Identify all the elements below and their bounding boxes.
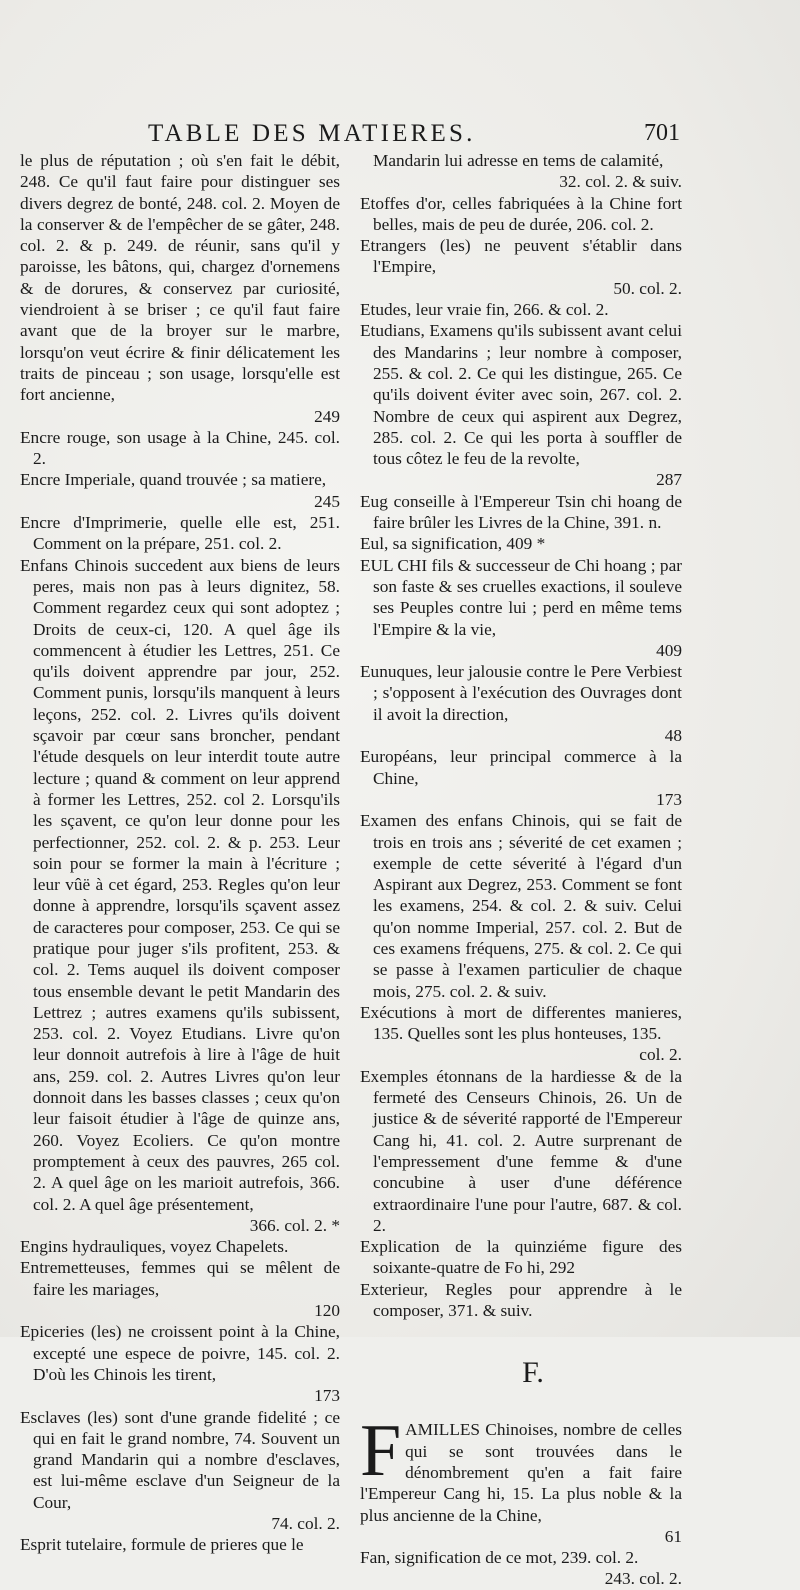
- page-header: [148, 118, 680, 154]
- page-reference: 243. col. 2.: [604, 1569, 682, 1589]
- page-reference: 366. col. 2. *: [249, 1215, 340, 1235]
- index-entry: Européans, leur principal commerce à la Chine,: [360, 747, 682, 788]
- index-entry: le plus de réputation ; où s'en fait le débit, 248. Ce qu'il faut faire pour distinguer ses divers degrez de bonté, 248. col. 2. Moyen de la conserver & de l'empêcher de se gâter, 248. col. 2. & p. 249. de réunir, sans qu'il y paroisse, les bâtons, qui, chargez d'ornemens & de dorures, & conservez par curiosité, viendroient à se briser ; ce qu'il faut faire avant que de la broyer sur le marbre, lorsqu'on veut écrire & finir délicatement les traits de pinceau ; son usage, lorsqu'elle est fort ancienne,: [20, 151, 340, 405]
- index-entry: Encre Imperiale, quand trouvée ; sa matiere,: [20, 470, 327, 490]
- section-f-entries: [360, 1410, 682, 1589]
- page-reference: 50. col. 2.: [613, 278, 682, 298]
- index-entry: Enfans Chinois succedent aux biens de leurs peres, mais non pas à leurs dignitez, 58. Comment regardez ceux qui sont adoptez ; Droits de ceux-ci, 120. A quel âge ils commencent à étudier les Lettres, 251. Ce qu'ils doivent apprendre par jour, 252. Comment punis, lorsqu'ils manquent à leurs leçons, 252. col. 2. Livres qu'ils doivent sçavoir par cœur sans broncher, pendant l'étude desquels on leur interdit toute autre lecture ; quand & comment on leur apprend à former les Lettres, 252. col 2. Lorsqu'ils les sçavent, ce qu'on leur donne pour les perfectionner, 252. col. 2. & p. 253. Leur soin pour se former la main à l'écriture ; leur vûë à cet égard, 253. Regles qu'on leur donne à apprendre, lorsqu'ils sçavent assez de caracteres pour composer, 253. Ce qui se pratique pour juger s'ils profitent, 253. & col. 2. Tems auquel ils doivent composer tous ensemble devant le petit Mandarin des Lettrez ; autres examens qu'ils subissent, 253. col. 2. Voyez Etudians. Livre qu'on leur donnoit autrefois à lire à l'âge de huit ans, 259. col. 2. Autres Livres qu'on leur donnoit dans les basses classes ; ceux qu'on leur faisoit étudier à l'âge de quinze ans, 260. Voyez Ecoliers. Ce qu'on montre promptement à ceux des pauvres, 265 col. 2. A quel âge on les marioit autrefois, 366. col. 2. A quel âge présentement,: [20, 555, 340, 1214]
- index-entry: AMILLES Chinoises, nombre de celles qui se sont trouvées dans le dénombrement qu'en a fait faire l'Empereur Cang hi, 15. La plus noble & la plus ancienne de la Chine,: [360, 1420, 682, 1525]
- page-number: 701: [644, 120, 680, 146]
- index-entry: Encre rouge, son usage à la Chine, 245. col. 2.: [20, 427, 340, 469]
- index-entry: Fan, signification de ce mot, 239. col. 2.: [360, 1548, 639, 1568]
- index-entry: Exemples étonnans de la hardiesse & de la fermeté des Censeurs Chinois, 26. Un de justice & de séverité rapporté de l'Empereur Cang hi, 41. col. 2. Autre surprenant de l'empressement d'une femme & d'une concubine à user d'une déférence extraordinaire l'une pour l'autre, 687. & col. 2.: [360, 1066, 682, 1235]
- drop-cap: F: [360, 1410, 402, 1493]
- index-entry: Encre d'Imprimerie, quelle elle est, 251. Comment on la prépare, 251. col. 2.: [20, 513, 340, 554]
- page-reference: 245: [314, 491, 340, 511]
- index-entry: Epiceries (les) ne croissent point à la Chine, excepté une espece de poivre, 145. col. 2. D'où les Chinois les tirent,: [20, 1322, 340, 1384]
- index-entry: Eug conseille à l'Empereur Tsin chi hoang de faire brûler les Livres de la Chine, 391. n.: [360, 491, 682, 533]
- index-entry: Etudians, Examens qu'ils subissent avant celui des Mandarins ; leur nombre à composer, 255. & col. 2. Ce qui les distingue, 265. Ce qu'ils doivent éviter avec soin, 267. col. 2. Nombre de ceux qui aspirent aux Degrez, 285. col. 2. Ce qui les porta à souffler de tous côtez le feu de la revolte,: [360, 321, 682, 469]
- page-reference: 74. col. 2.: [271, 1514, 340, 1533]
- index-entry: Entremetteuses, femmes qui se mêlent de faire les mariages,: [20, 1258, 340, 1299]
- page-reference: 173: [314, 1386, 340, 1406]
- index-entry: Eul, sa signification, 409 *: [360, 534, 546, 554]
- page-reference: 409: [656, 640, 682, 660]
- page-reference: 48: [664, 726, 682, 746]
- section-letter: F.: [522, 1356, 544, 1390]
- page-reference: 120: [314, 1301, 340, 1321]
- index-entry: Esclaves (les) sont d'une grande fidelité ; ce qui en fait le grand nombre, 74. Souvent un grand Mandarin qui a nombre d'esclaves, est lui-même esclave d'un Seigneur de la Cour,: [20, 1407, 340, 1512]
- index-entry: Etrangers (les) ne peuvent s'établir dans l'Empire,: [360, 236, 682, 277]
- running-title: TABLE DES MATIERES.: [148, 120, 476, 147]
- index-entry: Etoffes d'or, celles fabriquées à la Chine fort belles, mais de peu de durée, 206. col. 2.: [360, 193, 682, 234]
- index-entry: Exterieur, Regles pour apprendre à le composer, 371. & suiv.: [360, 1279, 682, 1321]
- index-entry: Eunuques, leur jalousie contre le Pere Verbiest ; s'opposent à l'exécution des Ouvrages dont il avoit la direction,: [360, 662, 682, 724]
- index-entry: Exécutions à mort de differentes manieres, 135. Quelles sont les plus honteuses, 135.: [360, 1002, 682, 1044]
- index-entry: Mandarin lui adresse en tems de calamité,: [373, 151, 664, 170]
- page-reference: 32. col. 2. & suiv.: [559, 172, 682, 192]
- index-entry: EUL CHI fils & successeur de Chi hoang ; par son faste & ses cruelles exactions, il souleve ses Peuples contre lui ; perd en même tems l'Empire & la vie,: [360, 555, 682, 639]
- page-reference: 249: [314, 406, 340, 426]
- page-reference: 61: [664, 1526, 682, 1546]
- index-entry: Engins hydrauliques, voyez Chapelets.: [20, 1237, 289, 1257]
- index-entry: Examen des enfans Chinois, qui se fait de trois en trois ans ; séverité de cet examen ; exemple de cette séverité à l'égard d'un Aspirant aux Degrez, 253. Comment se font les examens, 254. & col. 2. & suiv. Celui qu'on nomme Imperial, 257. col. 2. But de ces examens fréquens, 275. & col. 2. Ce qui se passe à l'examen particulier de chaque mois, 275. col. 2. & suiv.: [360, 811, 682, 1001]
- index-entry: Esprit tutelaire, formule de prieres que le: [20, 1535, 304, 1555]
- page-reference: 173: [656, 789, 682, 809]
- index-entry: Etudes, leur vraie fin, 266. & col. 2.: [360, 300, 609, 320]
- page-reference: col. 2.: [639, 1045, 682, 1065]
- right-column: [360, 150, 682, 1590]
- page-reference: 287: [656, 470, 682, 490]
- left-column: [20, 150, 340, 1556]
- index-entry: Explication de la quinziéme figure des soixante-quatre de Fo hi, 292: [360, 1237, 682, 1278]
